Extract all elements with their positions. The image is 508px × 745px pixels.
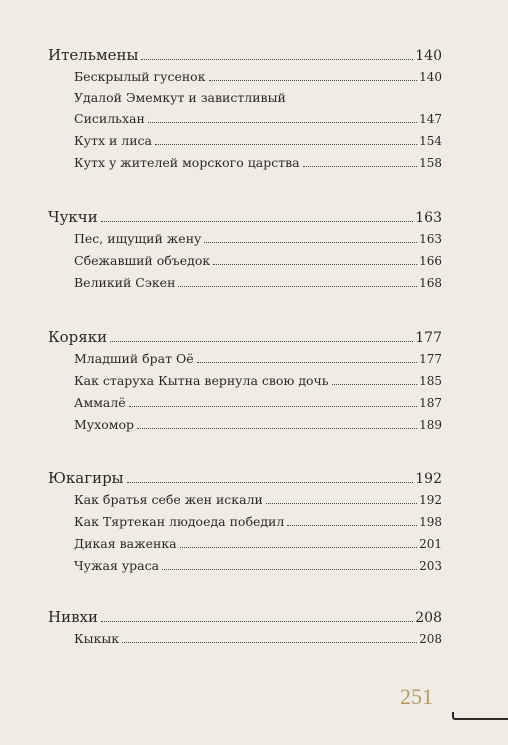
toc-entry[interactable] bbox=[48, 130, 442, 152]
page-number: 168 bbox=[419, 276, 442, 290]
page-number: 189 bbox=[419, 418, 442, 432]
section-title: Чукчи bbox=[48, 208, 98, 226]
entry-title: Как братья себе жен искали bbox=[74, 492, 263, 507]
entry-title: Как Тяртекан людоеда победил bbox=[74, 514, 285, 529]
toc-section-heading[interactable] bbox=[48, 467, 442, 489]
toc-entry[interactable] bbox=[48, 392, 442, 414]
leader-dots bbox=[162, 569, 417, 570]
page-number: 147 bbox=[419, 112, 442, 126]
toc-section-itelmeny bbox=[48, 44, 442, 174]
leader-dots bbox=[101, 221, 414, 222]
toc-entry[interactable] bbox=[48, 511, 442, 533]
section-title: Юкагиры bbox=[48, 469, 124, 487]
toc-entry[interactable] bbox=[48, 555, 442, 577]
leader-dots bbox=[209, 80, 418, 81]
page-number: 163 bbox=[415, 210, 442, 226]
entry-title: Кыкык bbox=[74, 631, 120, 646]
page-number: 185 bbox=[419, 374, 442, 388]
page-number: 154 bbox=[419, 134, 442, 148]
entry-title: Чужая ураса bbox=[74, 558, 160, 573]
leader-dots bbox=[303, 166, 417, 167]
entry-title: Мухомор bbox=[74, 417, 134, 432]
leader-dots bbox=[204, 242, 417, 243]
page-number: 140 bbox=[415, 48, 442, 64]
entry-title: Кутх и лиса bbox=[74, 133, 152, 148]
toc-entry-line-2[interactable] bbox=[48, 108, 442, 130]
entry-title-continued: Сисильхан bbox=[74, 111, 145, 126]
leader-dots bbox=[197, 362, 417, 363]
entry-title: Дикая важенка bbox=[74, 536, 177, 551]
toc-section-heading[interactable] bbox=[48, 326, 442, 348]
page-number: 203 bbox=[419, 559, 442, 573]
leader-dots bbox=[127, 482, 414, 483]
toc-entry[interactable] bbox=[48, 348, 442, 370]
toc-section-yukagiry bbox=[48, 467, 442, 577]
page-number: 187 bbox=[419, 396, 442, 410]
folio-page-number: 251 bbox=[400, 684, 433, 709]
leader-dots bbox=[266, 503, 417, 504]
leader-dots bbox=[287, 525, 417, 526]
leader-dots bbox=[178, 286, 417, 287]
page-number: 208 bbox=[415, 610, 442, 626]
page-number: 192 bbox=[415, 471, 442, 487]
page-number: 163 bbox=[419, 232, 442, 246]
entry-title: Удалой Эмемкут и завистливый bbox=[74, 90, 286, 105]
page-number: 177 bbox=[415, 330, 442, 346]
folio-corner-mark bbox=[452, 712, 508, 720]
entry-title: Сбежавший объедок bbox=[74, 253, 211, 268]
toc-section-koryaki bbox=[48, 326, 442, 436]
toc-section-chukchi bbox=[48, 206, 442, 294]
entry-title: Как старуха Кытна вернула свою дочь bbox=[74, 373, 329, 388]
toc-entry[interactable] bbox=[48, 228, 442, 250]
toc-entry[interactable] bbox=[48, 250, 442, 272]
leader-dots bbox=[101, 621, 413, 622]
page-number: 208 bbox=[419, 632, 442, 646]
page-number: 198 bbox=[419, 515, 442, 529]
entry-title: Аммалё bbox=[74, 395, 126, 410]
toc-entry[interactable] bbox=[48, 533, 442, 555]
leader-dots bbox=[141, 59, 413, 60]
entry-title: Бескрылый гусенок bbox=[74, 69, 206, 84]
section-title: Нивхи bbox=[48, 608, 98, 626]
leader-dots bbox=[213, 264, 417, 265]
entry-title: Младший брат Оё bbox=[74, 351, 194, 366]
toc-entry[interactable] bbox=[48, 489, 442, 511]
page-number: 140 bbox=[419, 70, 442, 84]
section-title: Коряки bbox=[48, 328, 108, 346]
entry-title: Кутх у жителей морского царства bbox=[74, 155, 300, 170]
toc-entry[interactable] bbox=[48, 370, 442, 392]
entry-title: Великий Сэкен bbox=[74, 275, 176, 290]
leader-dots bbox=[122, 642, 417, 643]
leader-dots bbox=[155, 144, 417, 145]
section-title: Ительмены bbox=[48, 46, 139, 64]
toc-entry[interactable] bbox=[48, 66, 442, 88]
leader-dots bbox=[148, 122, 417, 123]
page-number: 166 bbox=[419, 254, 442, 268]
toc-section-heading[interactable] bbox=[48, 206, 442, 228]
page-number: 201 bbox=[419, 537, 442, 551]
entry-title: Пес, ищущий жену bbox=[74, 231, 202, 246]
leader-dots bbox=[129, 406, 417, 407]
toc-section-nivkhi bbox=[48, 606, 442, 650]
leader-dots bbox=[110, 341, 413, 342]
toc-entry[interactable] bbox=[48, 414, 442, 436]
toc-section-heading[interactable] bbox=[48, 606, 442, 628]
toc-entry-line-1[interactable] bbox=[48, 88, 442, 108]
leader-dots bbox=[332, 384, 417, 385]
page-number: 192 bbox=[419, 493, 442, 507]
leader-dots bbox=[180, 547, 417, 548]
page-number: 158 bbox=[419, 156, 442, 170]
toc-section-heading[interactable] bbox=[48, 44, 442, 66]
toc-entry[interactable] bbox=[48, 272, 442, 294]
toc-entry[interactable] bbox=[48, 628, 442, 650]
toc-entry[interactable] bbox=[48, 152, 442, 174]
leader-dots bbox=[137, 428, 417, 429]
page-number: 177 bbox=[419, 352, 442, 366]
